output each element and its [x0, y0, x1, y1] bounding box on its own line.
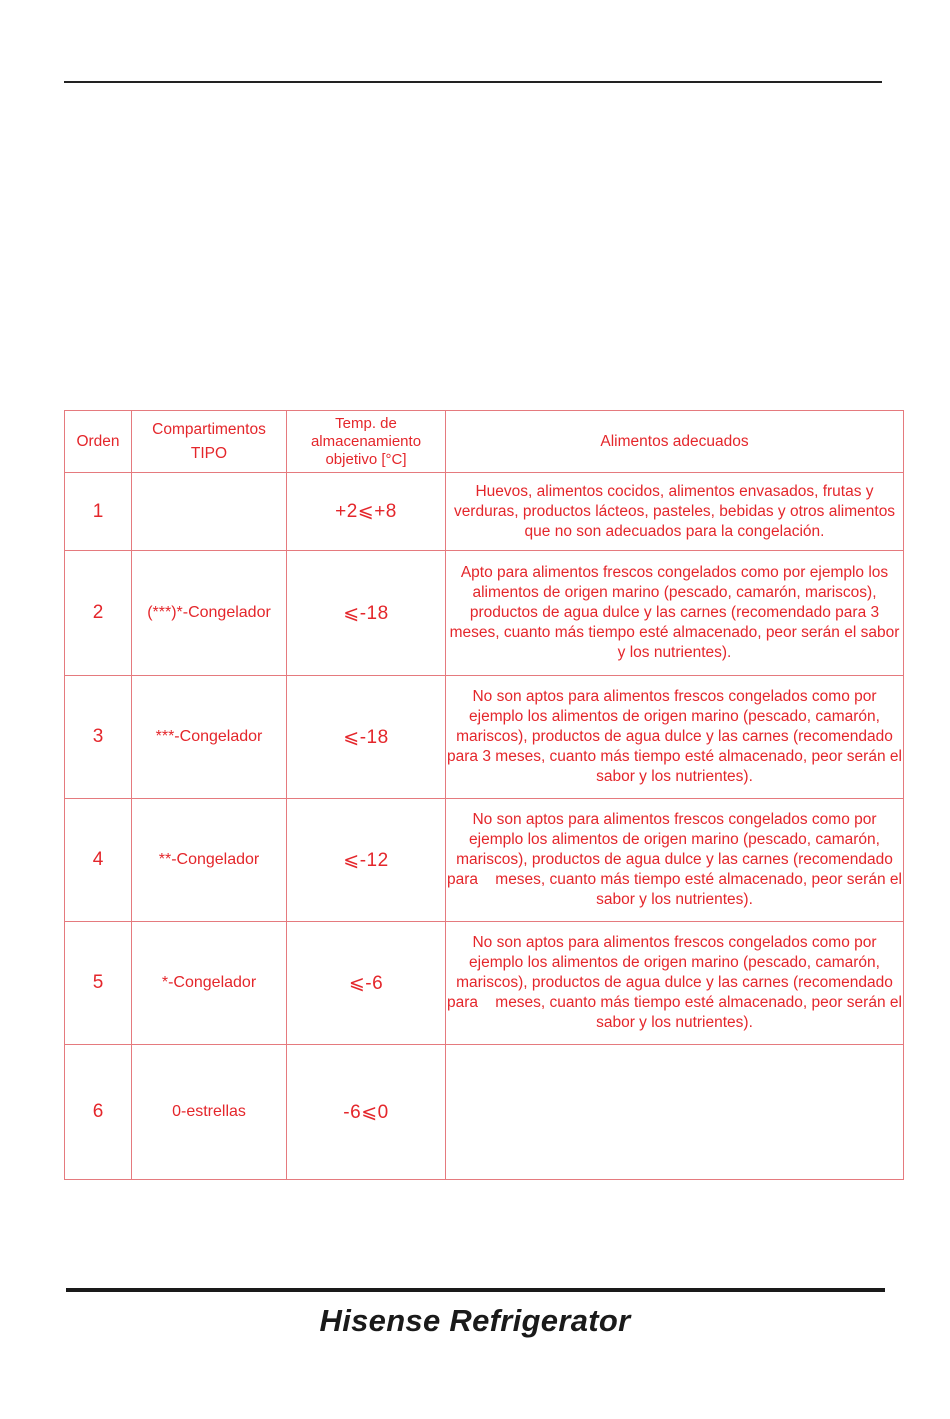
row-alimentos: No son aptos para alimentos frescos congelados como por ejemplo los alimentos de origen marino (pescado, camarón, mariscos), productos de agua dulce y las carnes (recomendado para meses, cuanto más tiempo esté almacenado, peor serán el sabor y los nutrientes).: [446, 922, 904, 1045]
row-alimentos: Huevos, alimentos cocidos, alimentos envasados, frutas y verduras, productos lácteos, pasteles, bebidas y otros alimentos que no son adecuados para la congelación.: [446, 473, 904, 551]
row-compartimento: *-Congelador: [132, 922, 287, 1045]
row-orden: 4: [65, 799, 132, 922]
table-row: [65, 676, 904, 799]
table-row: [65, 1045, 904, 1180]
row-alimentos: No son aptos para alimentos frescos congelados como por ejemplo los alimentos de origen marino (pescado, camarón, mariscos), productos de agua dulce y las carnes (recomendado para 3 meses, cuanto más tiempo esté almacenado, peor serán el sabor y los nutrientes).: [446, 676, 904, 799]
table-row: [65, 473, 904, 551]
row-orden: 5: [65, 922, 132, 1045]
header-temp-line3: objetivo [°C]: [325, 450, 407, 468]
table-row: [65, 551, 904, 676]
row-compartimento: [132, 473, 287, 551]
header-temp-line1: Temp. de: [335, 414, 397, 432]
row-orden: 6: [65, 1045, 132, 1180]
storage-table: [64, 410, 907, 1180]
row-temp: ⩽-6: [287, 922, 446, 1045]
row-compartimento: **-Congelador: [132, 799, 287, 922]
header-temp-line2: almacenamiento: [310, 432, 422, 450]
row-orden: 1: [65, 473, 132, 551]
table-row: [65, 922, 904, 1045]
footer-divider: [66, 1288, 885, 1292]
header-temp: [287, 411, 446, 473]
table-row: [65, 799, 904, 922]
row-alimentos: Apto para alimentos frescos congelados como por ejemplo los alimentos de origen marino (pescado, camarón, mariscos), productos de agua dulce y las carnes (recomendado para 3 meses, cuanto más tiempo esté almacenado, peor serán el sabor y los nutrientes).: [446, 551, 904, 676]
row-temp: -6⩽0: [287, 1045, 446, 1180]
row-temp: ⩽-18: [287, 676, 446, 799]
row-alimentos: No son aptos para alimentos frescos congelados como por ejemplo los alimentos de origen marino (pescado, camarón, mariscos), productos de agua dulce y las carnes (recomendado para meses, cuanto más tiempo esté almacenado, peor serán el sabor y los nutrientes).: [446, 799, 904, 922]
row-compartimento: 0-estrellas: [132, 1045, 287, 1180]
row-alimentos: [446, 1045, 904, 1180]
row-compartimento: (***)*-Congelador: [132, 551, 287, 676]
top-divider: [64, 81, 882, 83]
row-temp: +2⩽+8: [287, 473, 446, 551]
brand-footer: Hisense Refrigerator: [319, 1303, 631, 1338]
row-orden: 3: [65, 676, 132, 799]
header-orden: Orden: [65, 411, 132, 473]
row-compartimento: ***-Congelador: [132, 676, 287, 799]
table-header-row: [65, 411, 904, 473]
header-compartimentos: [132, 411, 287, 473]
header-compartimentos-line2: TIPO: [190, 445, 228, 462]
header-alimentos: Alimentos adecuados: [446, 411, 904, 473]
header-compartimentos-line1: Compartimentos: [152, 421, 266, 438]
row-orden: 2: [65, 551, 132, 676]
row-temp: ⩽-12: [287, 799, 446, 922]
row-temp: ⩽-18: [287, 551, 446, 676]
